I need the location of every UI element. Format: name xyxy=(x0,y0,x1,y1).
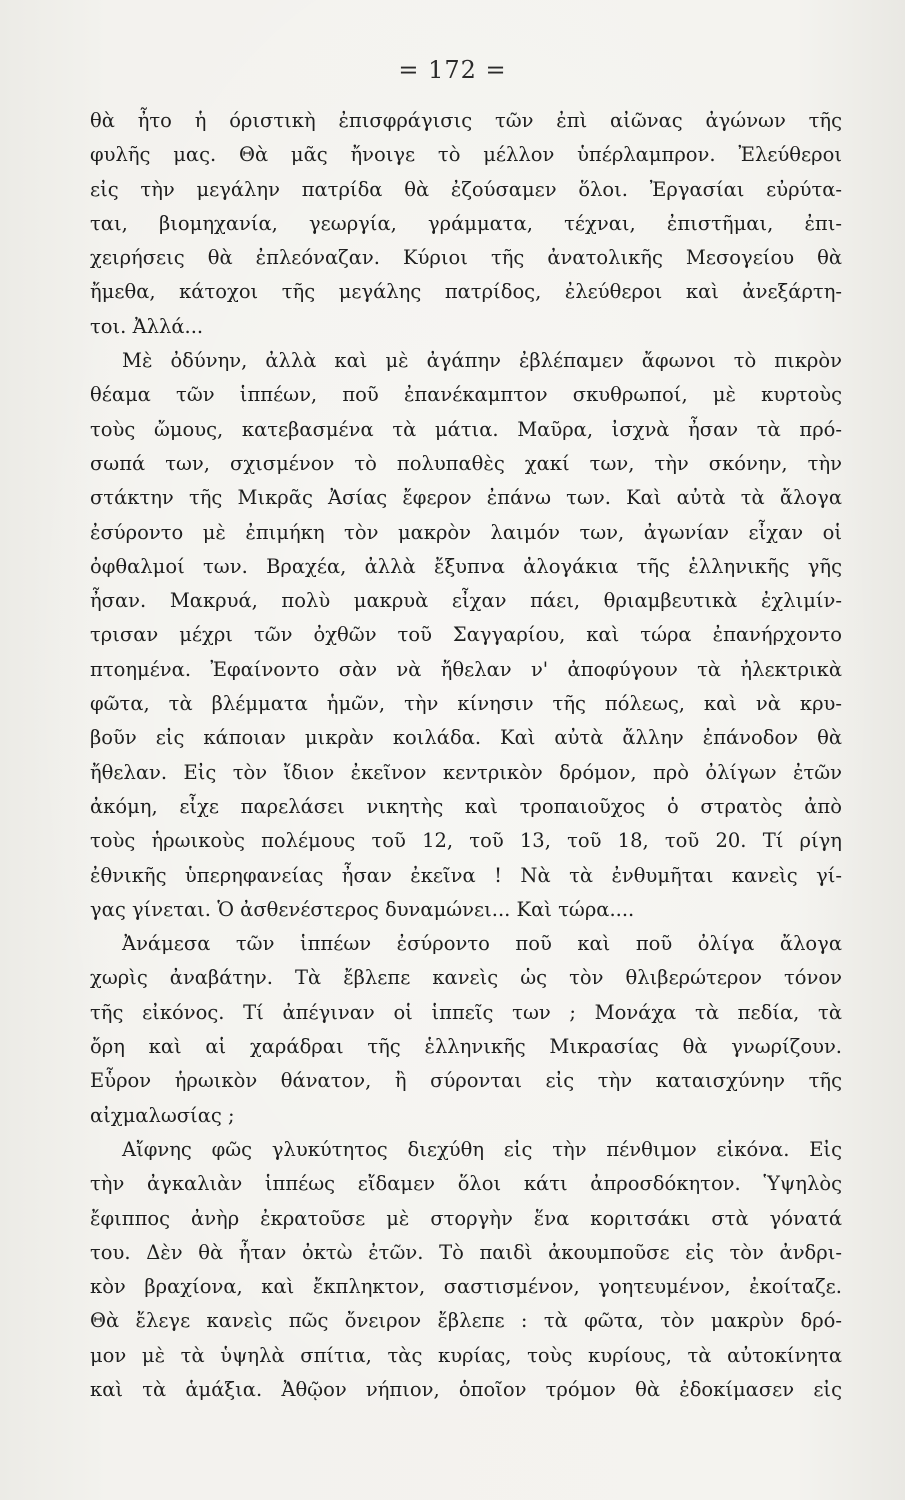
text-line: γας γίνεται. Ὁ ἀσθενέστερος δυναμώνει... Καὶ τώρα.... xyxy=(90,897,635,921)
text-line: Θὰ ἔλεγε κανεὶς πῶς ὄνειρον ἔβλεπε : τὰ φῶτα, τὸν μακρὺν δρό- xyxy=(90,1309,842,1333)
text-line: ἐθνικῆς ὑπερηφανείας ἦσαν ἐκεῖνα ! Νὰ τὰ ἐνθυμῆται κανεὶς γί- xyxy=(90,863,842,887)
text-line: μον μὲ τὰ ὑψηλὰ σπίτια, τὰς κυρίας, τοὺς κυρίους, τὰ αὐτοκίνητα xyxy=(90,1343,842,1367)
text-line: Αἴφνης φῶς γλυκύτητος διεχύθη εἰς τὴν πένθιμον εἰκόνα. Εἰς xyxy=(122,1137,842,1161)
text-line: ὀφθαλμοί των. Βραχέα, ἀλλὰ ἔξυπνα ἀλογάκια τῆς ἑλληνικῆς γῆς xyxy=(90,554,842,578)
text-line: του. Δὲν θὰ ἦταν ὀκτὼ ἐτῶν. Τὸ παιδὶ ἀκουμποῦσε εἰς τὸν ἀνδρι- xyxy=(90,1240,842,1264)
text-line: τῆς εἰκόνος. Τί ἀπέγιναν οἱ ἱππεῖς των ; Μονάχα τὰ πεδία, τὰ xyxy=(90,1000,842,1024)
text-line: ται, βιομηχανία, γεωργία, γράμματα, τέχναι, ἐπιστῆμαι, ἐπι- xyxy=(90,211,842,235)
text-line: Ἀνάμεσα τῶν ἱππέων ἐσύροντο ποῦ καὶ ποῦ ὀλίγα ἄλογα xyxy=(122,932,842,956)
text-line: φυλῆς μας. Θὰ μᾶς ἤνοιγε τὸ μέλλον ὑπέρλαμπρον. Ἐλεύθεροι xyxy=(90,143,842,167)
text-line: πτοημένα. Ἐφαίνοντο σὰν νὰ ἤθελαν ν' ἀποφύγουν τὰ ἠλεκτρικὰ xyxy=(90,657,842,681)
text-line: ἀκόμη, εἶχε παρελάσει νικητὴς καὶ τροπαιοῦχος ὁ στρατὸς ἀπὸ xyxy=(90,794,842,818)
text-line: ὄρη καὶ αἱ χαράδραι τῆς ἑλληνικῆς Μικρασίας θὰ γνωρίζουν. xyxy=(90,1035,842,1059)
text-line: καὶ τὰ ἁμάξια. Ἀθῷον νήπιον, ὁποῖον τρόμον θὰ ἐδοκίμασεν εἰς xyxy=(90,1377,842,1401)
text-line: ἦσαν. Μακρυά, πολὺ μακρυὰ εἶχαν πάει, θριαμβευτικὰ ἐχλιμίν- xyxy=(90,589,842,613)
text-line: εἰς τὴν μεγάλην πατρίδα θὰ ἐζούσαμεν ὅλοι. Ἐργασίαι εὐρύτα- xyxy=(90,177,842,201)
text-line: σωπά των, σχισμένον τὸ πολυπαθὲς χακί των, τὴν σκόνην, τὴν xyxy=(90,451,842,475)
text-line: ἐσύροντο μὲ ἐπιμήκη τὸν μακρὸν λαιμόν των, ἀγωνίαν εἶχαν οἱ xyxy=(90,520,842,544)
text-line: στάκτην τῆς Μικρᾶς Ἀσίας ἔφερον ἐπάνω των. Καὶ αὐτὰ τὰ ἄλογα xyxy=(90,486,842,510)
text-line: θέαμα τῶν ἱππέων, ποῦ ἐπανέκαμπτον σκυθρωποί, μὲ κυρτοὺς xyxy=(90,383,842,407)
text-line: ἤμεθα, κάτοχοι τῆς μεγάλης πατρίδος, ἐλεύθεροι καὶ ἀνεξάρτη- xyxy=(90,280,842,304)
text-line: Εὗρον ἡρωικὸν θάνατον, ἢ σύρονται εἰς τὴν καταισχύνην τῆς xyxy=(90,1069,842,1093)
text-line: ἤθελαν. Εἰς τὸν ἴδιον ἐκεῖνον κεντρικὸν δρόμον, πρὸ ὀλίγων ἐτῶν xyxy=(90,760,842,784)
text-line: αἰχμαλωσίας ; xyxy=(90,1103,235,1127)
text-line: θὰ ἦτο ἡ όριστικὴ ἐπισφράγισις τῶν ἐπὶ αἰῶνας ἀγώνων τῆς xyxy=(90,109,842,132)
text-line: βοῦν εἰς κάποιαν μικρὰν κοιλάδα. Καὶ αὐτὰ ἄλλην ἐπάνοδον θὰ xyxy=(90,726,842,750)
body-text xyxy=(90,104,842,1407)
text-line: χειρήσεις θὰ ἐπλεόναζαν. Κύριοι τῆς ἀνατολικῆς Μεσογείου θὰ xyxy=(90,246,842,270)
text-line: τὴν ἀγκαλιὰν ἱππέως εἴδαμεν ὅλοι κάτι ἀπροσδόκητον. Ὑψηλὸς xyxy=(90,1172,842,1196)
page-number: = 172 = xyxy=(398,56,507,84)
text-line: φῶτα, τὰ βλέμματα ἡμῶν, τὴν κίνησιν τῆς πόλεως, καὶ νὰ κρυ- xyxy=(90,692,842,716)
text-line: χωρὶς ἀναβάτην. Τὰ ἔβλεπε κανεὶς ὡς τὸν θλιβερώτερον τόνον xyxy=(90,966,842,990)
text-line: Μὲ ὀδύνην, ἀλλὰ καὶ μὲ ἀγάπην ἐβλέπαμεν ἄφωνοι τὸ πικρὸν xyxy=(122,349,842,373)
text-line: τοὺς ἡρωικοὺς πολέμους τοῦ 12, τοῦ 13, τοῦ 18, τοῦ 20. Τί ρίγη xyxy=(90,829,842,853)
text-line: τοι. Ἀλλά... xyxy=(90,314,204,338)
text-line: τοὺς ὤμους, κατεβασμένα τὰ μάτια. Μαῦρα, ἰσχνὰ ἦσαν τὰ πρό- xyxy=(90,417,842,441)
text-line: κὸν βραχίονα, καὶ ἔκπληκτον, σαστισμένον, γοητευμένον, ἐκοίταζε. xyxy=(90,1275,842,1299)
text-line: τρισαν μέχρι τῶν ὀχθῶν τοῦ Σαγγαρίου, καὶ τώρα ἐπανήρχοντο xyxy=(90,623,842,647)
text-line: ἔφιππος ἀνὴρ ἐκρατοῦσε μὲ στοργὴν ἕνα κοριτσάκι στὰ γόνατά xyxy=(90,1206,842,1230)
